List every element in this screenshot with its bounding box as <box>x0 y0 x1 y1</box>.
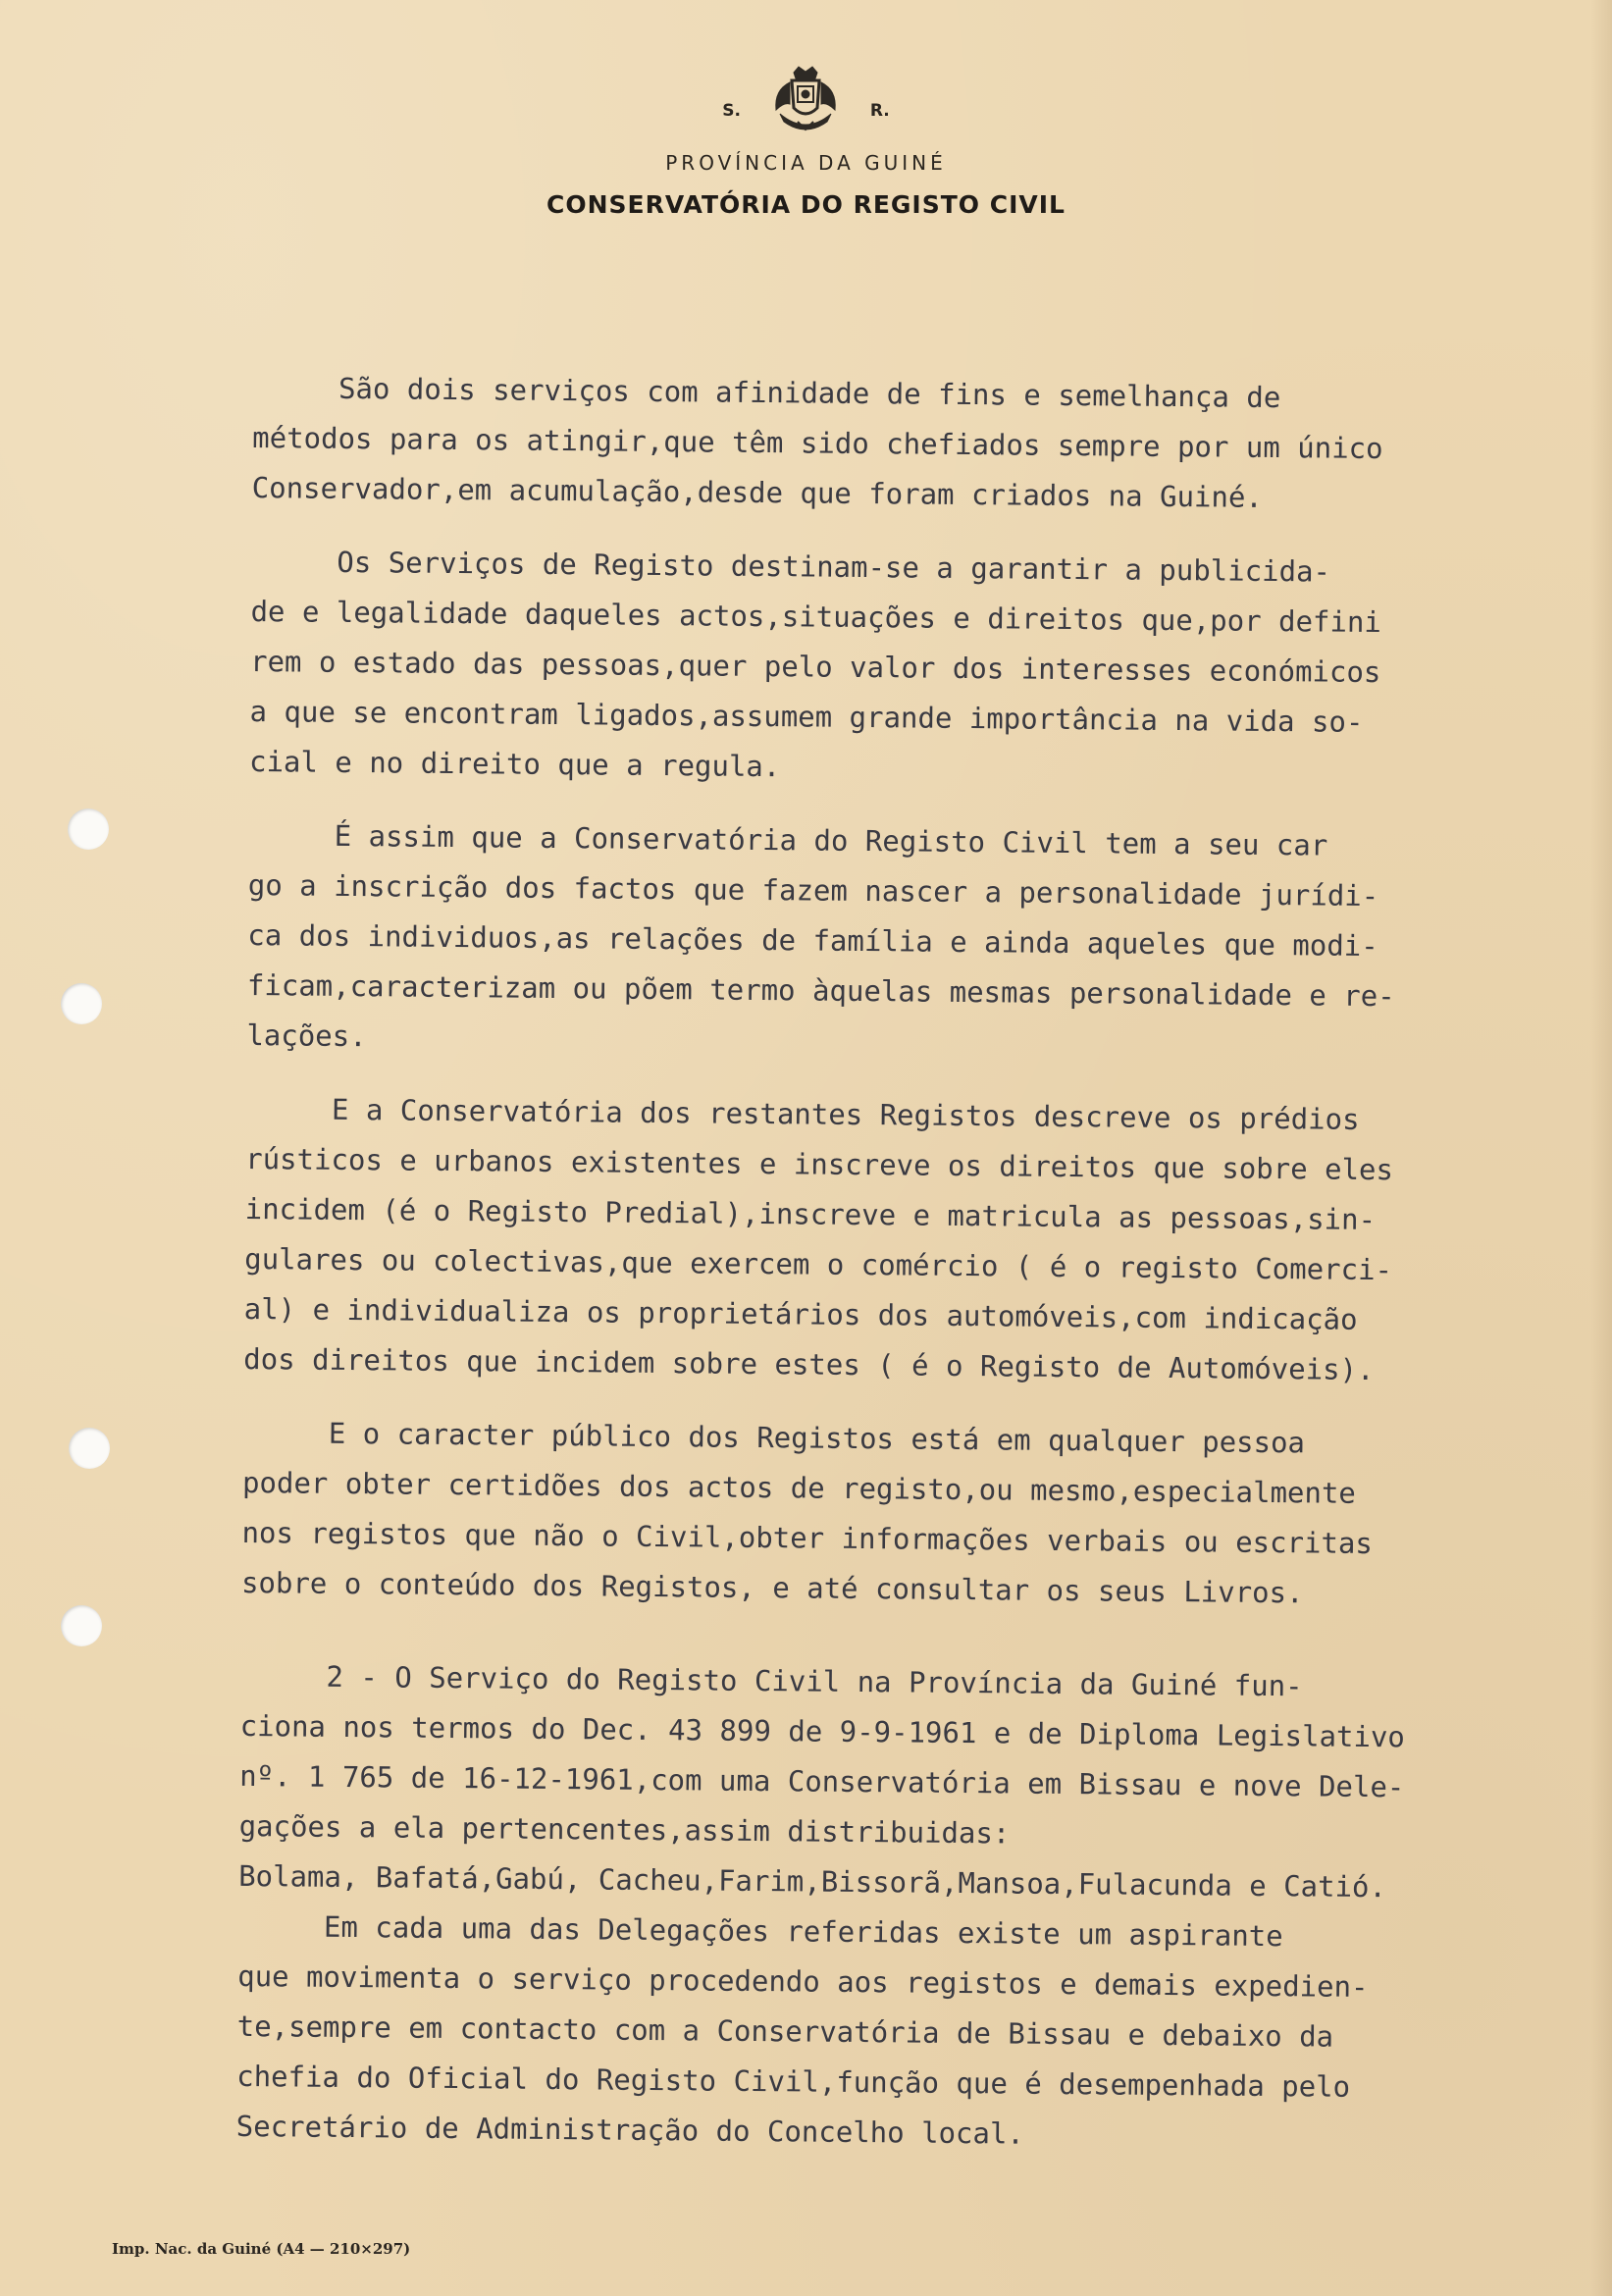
punch-hole <box>61 983 102 1024</box>
coat-of-arms-icon <box>768 63 843 137</box>
office-heading: CONSERVATÓRIA DO REGISTO CIVIL <box>546 190 1066 219</box>
text-line: chefia do Oficial do Registo Civil,função que é desempenhada pelo <box>236 2059 1351 2104</box>
text-line: métodos para os atingir,que têm sido chefiados sempre por um único <box>252 420 1383 466</box>
text-line: rústicos e urbanos existentes e inscreve os direitos que sobre eles <box>245 1141 1394 1187</box>
printer-imprint: Imp. Nac. da Guiné (A4 — 210×297) <box>112 2240 411 2258</box>
paragraph-6 <box>236 1651 1556 2165</box>
text-line: ca dos individuos,as relações de família e ainda aqueles que modi- <box>247 917 1378 964</box>
text-line: lações. <box>246 1018 367 1054</box>
paragraph-2 <box>249 537 1566 800</box>
text-line: Em cada uma das Delegações referidas existe um aspirante <box>237 1908 1283 1954</box>
punch-hole <box>61 1605 102 1646</box>
text-line: ciona nos termos do Dec. 43 899 de 9-9-1961 e de Diploma Legislativo <box>239 1708 1406 1754</box>
punch-hole <box>69 1428 110 1469</box>
punch-hole <box>68 809 109 850</box>
emblem-left-letter: S. <box>722 101 741 121</box>
text-line: E a Conservatória dos restantes Registos descreve os prédios <box>245 1091 1360 1136</box>
text-line: poder obter certidões dos actos de registo,ou mesmo,especialmente <box>241 1465 1357 1510</box>
text-line: Secretário de Administração do Concelho local. <box>235 2109 1025 2151</box>
text-line: te,sempre em contacto com a Conservatória de Bissau e debaixo da <box>236 2009 1334 2054</box>
text-line: nº. 1 765 de 16-12-1961,com uma Conservatória em Bissau e nove Dele- <box>239 1758 1405 1804</box>
text-line: que movimenta o serviço procedendo aos registos e demais expedien- <box>237 1958 1369 2004</box>
text-line: E o caracter público dos Registos está em qualquer pessoa <box>242 1415 1306 1460</box>
text-line: gações a ela pertencentes,assim distribuidas: <box>238 1808 1011 1851</box>
text-line: São dois serviços com afinidade de fins e semelhança de <box>252 370 1281 415</box>
text-line: go a inscrição dos factos que fazem nascer a personalidade jurídi- <box>247 867 1379 913</box>
letterhead <box>0 63 1612 219</box>
text-line: dos direitos que incidem sobre estes ( é o Registo de Automóveis). <box>243 1341 1375 1387</box>
paper-edge-shadow <box>1590 0 1612 2296</box>
paragraph-5 <box>241 1408 1558 1621</box>
text-line: 2 - O Serviço do Registo Civil na Província da Guiné fun- <box>239 1658 1303 1703</box>
text-line: ficam,caracterizam ou põem termo àquelas mesmas personalidade e re- <box>246 967 1395 1014</box>
text-line: de e legalidade daqueles actos,situações e direitos que,por defini <box>250 594 1382 640</box>
text-line: a que se encontram ligados,assumem grande importância na vida so- <box>249 694 1364 739</box>
emblem-line <box>0 63 1612 137</box>
text-line: É assim que a Conservatória do Registo Civil tem a seu car <box>248 817 1328 862</box>
text-line: Conservador,em acumulação,desde que foram criados na Guiné. <box>251 470 1264 514</box>
text-line: gulares ou colectivas,que exercem o comércio ( é o registo Comerci- <box>244 1241 1393 1287</box>
typed-body <box>236 363 1568 2165</box>
text-line: cial e no direito que a regula. <box>248 744 781 784</box>
text-line: sobre o conteúdo dos Registos, e até consultar os seus Livros. <box>240 1565 1304 1610</box>
paragraph-1 <box>252 363 1568 526</box>
emblem-right-letter: R. <box>869 101 890 121</box>
province-heading: PROVÍNCIA DA GUINÉ <box>665 151 947 175</box>
text-line: rem o estado das pessoas,quer pelo valor dos interesses económicos <box>249 644 1381 690</box>
text-line: Bolama, Bafatá,Gabú, Cacheu,Farim,Bissorã,Mansoa,Fulacunda e Catió. <box>238 1858 1387 1905</box>
text-line: Os Serviços de Registo destinam-se a garantir a publicida- <box>250 544 1331 589</box>
text-line: al) e individualiza os proprietários dos automóveis,com indicação <box>243 1291 1358 1336</box>
paragraph-4 <box>243 1084 1561 1397</box>
text-line: nos registos que não o Civil,obter informações verbais ou escritas <box>241 1515 1373 1561</box>
paragraph-3 <box>246 810 1563 1073</box>
text-line: incidem (é o Registo Predial),inscreve e matricula as pessoas,sin- <box>244 1191 1377 1237</box>
